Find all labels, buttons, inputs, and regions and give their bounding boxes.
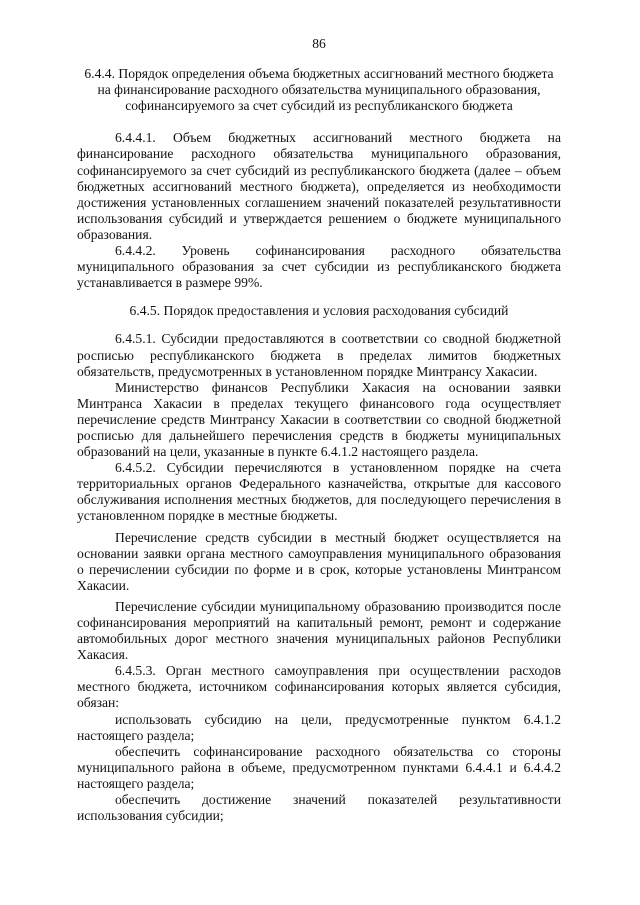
page-number: 86 [312, 36, 326, 51]
paragraph-6-4-5-1: 6.4.5.1. Субсидии предоставляются в соответствии со сводной бюджетной росписью республиканского бюджета в пределах лимитов бюджетных обязательств, предусмотренных в установленном порядке Минтрансу Хакасии. [77, 331, 561, 379]
section-heading-6-4-4: 6.4.4. Порядок определения объема бюджетных ассигнований местного бюджета на финансирование расходного обязательства муниципального образования, софинансируемого за счет субсидий из республиканского бюджета [84, 66, 554, 114]
document-page [77, 36, 561, 824]
paragraph-6-4-4-1: 6.4.4.1. Объем бюджетных ассигнований местного бюджета на финансирование расходного обязательства муниципального образования, софинансируемого за счет субсидий из республиканского бюджета (далее – объем бюджетных ассигнований местного бюджета), определяется из необходимости достижения установленных соглашением значений показателей результативности использования субсидий и утверждается решением о бюджете муниципального образования. [77, 130, 561, 242]
paragraph-6-4-4-2: 6.4.4.2. Уровень софинансирования расходного обязательства муниципального образования за счет субсидии из республиканского бюджета устанавливается в размере 99%. [77, 243, 561, 291]
paragraph-6-4-5-3: 6.4.5.3. Орган местного самоуправления при осуществлении расходов местного бюджета, источником софинансирования которых является субсидия, обязан: [77, 663, 561, 711]
list-item-use-subsidy: использовать субсидию на цели, предусмотренные пунктом 6.4.1.2 настоящего раздела; [77, 711, 561, 743]
section-heading-6-4-5: 6.4.5. Порядок предоставления и условия расходования субсидий [129, 303, 509, 319]
paragraph-minfin-transfer: Министерство финансов Республики Хакасия на основании заявки Минтранса Хакасии в пределах текущего финансового года осуществляет перечисление средств Минтрансу Хакасии в соответствии со сводной бюджетной росписью для дальнейшего перечисления средств в бюджеты муниципальных образований на цели, указанные в пункте 6.4.1.2 настоящего раздела. [77, 379, 561, 460]
list-item-ensure-indicators: обеспечить достижение значений показателей результативности использования субсидии; [77, 792, 561, 824]
list-item-ensure-cofinancing: обеспечить софинансирование расходного обязательства со стороны муниципального района в объеме, предусмотренном пунктами 6.4.4.1 и 6.4.4.2 настоящего раздела; [77, 743, 561, 791]
paragraph-6-4-5-2: 6.4.5.2. Субсидии перечисляются в установленном порядке на счета территориальных органов Федерального казначейства, открытые для кассового обслуживания исполнения местных бюджетов, для последующего перечисления в установленном порядке в местные бюджеты. [77, 460, 561, 524]
paragraph-transfer-application: Перечисление средств субсидии в местный бюджет осуществляется на основании заявки органа местного самоуправления муниципального образования о перечислении субсидии по форме и в срок, которые установлены Минтрансом Хакасии. [77, 529, 561, 593]
paragraph-transfer-after-cofinancing: Перечисление субсидии муниципальному образованию производится после софинансирования мероприятий на капитальный ремонт, ремонт и содержание автомобильных дорог местного значения муниципальных районов Республики Хакасия. [77, 598, 561, 663]
